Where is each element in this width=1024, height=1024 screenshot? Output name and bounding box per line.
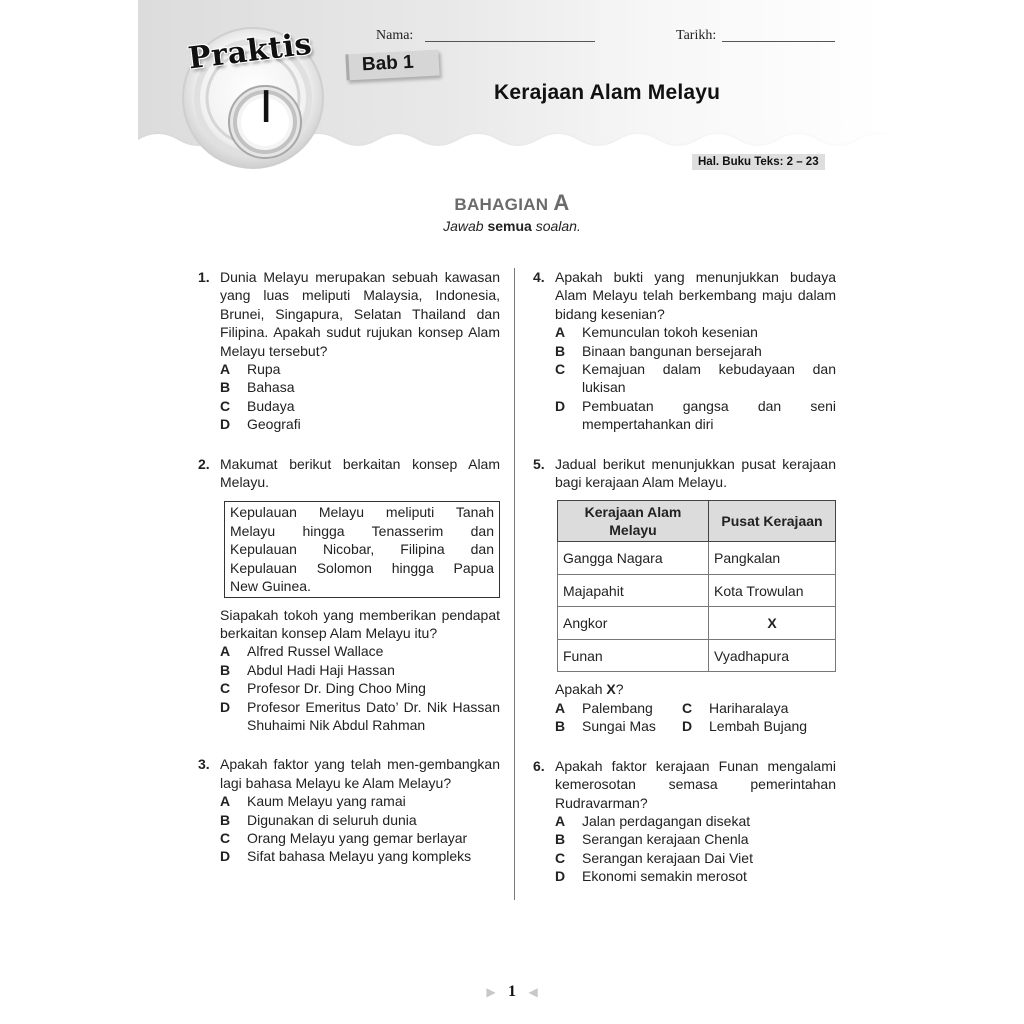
page-footer [0, 983, 1024, 1001]
question-6 [533, 757, 836, 886]
option-text: Profesor Dr. Ding Choo Ming [247, 680, 426, 697]
left-column [198, 268, 500, 866]
option-d[interactable] [220, 698, 500, 735]
option-b[interactable] [220, 378, 500, 396]
option-letter: D [682, 718, 693, 735]
date-label: Tarikh: [676, 28, 717, 43]
question-number: 5. [533, 455, 545, 472]
question-stem: Siapakah tokoh yang memberikan pendapat berkaitan konsep Alam Melayu itu? [220, 606, 500, 641]
option-letter: D [220, 848, 231, 865]
option-text: Digunakan di seluruh dunia [247, 811, 417, 828]
table-cell: Angkor [558, 607, 709, 640]
option-c[interactable] [220, 397, 500, 415]
option-text: Jalan perdagangan disekat [582, 812, 751, 829]
info-box-line: Kepulauan Solomon hingga Papua [230, 559, 494, 576]
option-text: Bahasa [247, 379, 295, 396]
option-text: Geografi [247, 416, 301, 433]
triangle-left-icon: ◀ [528, 985, 538, 999]
chapter-tag: Bab 1 [361, 51, 415, 76]
option-text: Binaan bangunan bersejarah [582, 342, 762, 359]
option-letter: C [555, 849, 566, 866]
stem-bold: X [606, 681, 616, 698]
badge-label: Praktis [186, 26, 314, 77]
name-label: Nama: [376, 28, 414, 43]
option-text: Rupa [247, 361, 281, 378]
option-a[interactable] [220, 792, 500, 810]
option-letter: D [555, 868, 566, 885]
option-d[interactable] [555, 397, 836, 434]
question-number: 4. [533, 269, 545, 285]
question-number: 3. [198, 756, 210, 773]
table-header: Pusat Kerajaan [709, 501, 836, 542]
info-box-line: Kepulauan Nicobar, Filipina dan [230, 541, 494, 558]
option-text: Budaya [247, 397, 295, 414]
option-a[interactable] [220, 642, 500, 660]
table-header: Kerajaan Alam Melayu [558, 501, 709, 542]
option-text: Pembuatan gangsa dan seni mempertahankan diri [582, 397, 836, 433]
question-text: Jadual berikut menunjukkan pusat kerajaan bagi kerajaan Alam Melayu. [555, 455, 836, 491]
question-3 [198, 755, 500, 865]
option-letter: A [220, 643, 231, 660]
instruction-pre: Jawab [443, 218, 488, 234]
info-box-line: Melayu hingga Tenasserim dan [230, 522, 494, 539]
option-d[interactable] [220, 847, 500, 865]
option-letter: A [220, 361, 231, 378]
option-text: Kemajuan dalam kebudayaan dan lukisan [582, 361, 836, 396]
table-cell: Funan [558, 639, 709, 672]
option-text: Profesor Emeritus Dato’ Dr. Nik Hassan Shuhaimi Nik Abdul Rahman [247, 698, 500, 733]
option-a[interactable] [555, 699, 682, 717]
question-number: 2. [198, 455, 210, 472]
question-text: Apakah faktor kerajaan Funan mengalami kemerosotan semasa pemerintahan Rudravarman? [555, 757, 836, 811]
table-cell: Pangkalan [709, 542, 836, 575]
option-c[interactable] [555, 849, 836, 867]
option-letter: A [555, 812, 566, 829]
page-number: 1 [508, 983, 516, 1000]
stem-post: ? [615, 681, 624, 698]
option-text: Orang Melayu yang gemar berlayar [247, 829, 468, 846]
option-b[interactable] [555, 717, 682, 735]
option-letter: D [220, 698, 231, 715]
option-letter: B [220, 379, 231, 396]
option-letter: B [555, 831, 566, 848]
name-field[interactable] [425, 41, 595, 42]
option-c[interactable] [220, 679, 500, 697]
info-box-line: New Guinea. [230, 578, 311, 595]
table-row [558, 607, 836, 640]
question-4 [533, 268, 836, 434]
option-letter: B [220, 811, 231, 828]
option-text: Sungai Mas [582, 718, 656, 735]
option-a[interactable] [555, 323, 836, 341]
instruction [0, 218, 1024, 234]
option-letter: C [220, 829, 231, 846]
option-d[interactable] [682, 717, 832, 735]
option-b[interactable] [555, 342, 836, 360]
question-5 [533, 455, 836, 736]
table-cell: Kota Trowulan [709, 574, 836, 607]
option-letter: C [220, 397, 231, 414]
question-number: 1. [198, 269, 210, 285]
option-d[interactable] [220, 415, 500, 433]
option-d[interactable] [555, 867, 836, 885]
option-text: Alfred Russel Wallace [247, 643, 384, 660]
info-box [224, 501, 500, 597]
table-cell-unknown: X [709, 607, 836, 640]
date-field[interactable] [722, 41, 835, 42]
option-b[interactable] [220, 661, 500, 679]
table-row [558, 542, 836, 575]
question-text: Dunia Melayu merupakan sebuah kawasan yang luas meliputi Malaysia, Indonesia, Brunei, Singapura, Selatan Thailand dan Filipina. Apakah sudut rujukan konsep Alam Melayu tersebut? [220, 269, 500, 359]
textbook-reference: Hal. Buku Teks: 2 – 23 [692, 154, 825, 170]
option-a[interactable] [555, 812, 836, 830]
table-cell: Vyadhapura [709, 639, 836, 672]
option-letter: C [555, 361, 566, 378]
option-letter: D [555, 397, 566, 414]
question-text: Apakah bukti yang menunjukkan budaya Alam Melayu telah berkembang maju dalam bidang kesenian? [555, 269, 836, 322]
table-row [558, 639, 836, 672]
option-letter: C [682, 699, 693, 716]
triangle-right-icon: ▶ [486, 985, 496, 999]
option-text: Sifat bahasa Melayu yang kompleks [247, 848, 472, 865]
table-cell: Majapahit [558, 574, 709, 607]
option-c[interactable] [220, 829, 500, 847]
column-divider [514, 268, 515, 900]
option-a[interactable] [220, 360, 500, 378]
stem-pre: Apakah [555, 681, 607, 698]
option-letter: D [220, 416, 231, 433]
option-letter: B [220, 661, 231, 678]
option-c[interactable] [555, 360, 836, 397]
option-letter: A [220, 793, 231, 810]
option-text: Lembah Bujang [709, 718, 808, 735]
table-row [558, 574, 836, 607]
option-letter: B [555, 718, 566, 735]
option-c[interactable] [682, 699, 832, 717]
option-text: Serangan kerajaan Dai Viet [582, 849, 753, 866]
option-text: Palembang [582, 699, 653, 716]
option-text: Kemunculan tokoh kesenian [582, 324, 758, 341]
options-grid [555, 699, 836, 736]
option-text: Kaum Melayu yang ramai [247, 793, 406, 810]
option-letter: B [555, 342, 566, 359]
question-1 [198, 268, 500, 434]
question-stem [555, 680, 836, 698]
question-number: 6. [533, 757, 545, 774]
option-b[interactable] [220, 811, 500, 829]
option-letter: A [555, 324, 566, 341]
instruction-bold: semua [487, 218, 532, 234]
question-text: Apakah faktor yang telah men-gembangkan lagi bahasa Melayu ke Alam Melayu? [220, 756, 500, 791]
option-text: Abdul Hadi Haji Hassan [247, 661, 395, 678]
right-column [533, 268, 836, 886]
question-text: Makumat berikut berkaitan konsep Alam Melayu. [220, 455, 500, 491]
section-letter: A [553, 190, 570, 215]
option-letter: A [555, 699, 566, 716]
instruction-post: soalan. [531, 218, 581, 234]
table-header-row [558, 501, 836, 542]
option-letter: C [220, 680, 231, 697]
kingdom-table [557, 500, 836, 672]
table-cell: Gangga Nagara [558, 542, 709, 575]
section-title [0, 190, 1024, 216]
option-b[interactable] [555, 830, 836, 848]
badge-numeral: I [261, 82, 271, 133]
section-title-text: BAHAGIAN [454, 195, 549, 214]
question-2 [198, 455, 500, 735]
chapter-title: Kerajaan Alam Melayu [494, 81, 721, 104]
option-text: Ekonomi semakin merosot [582, 868, 747, 885]
info-box-line: Kepulauan Melayu meliputi Tanah [230, 504, 494, 521]
option-text: Serangan kerajaan Chenla [582, 831, 749, 848]
option-text: Hariharalaya [709, 699, 789, 716]
